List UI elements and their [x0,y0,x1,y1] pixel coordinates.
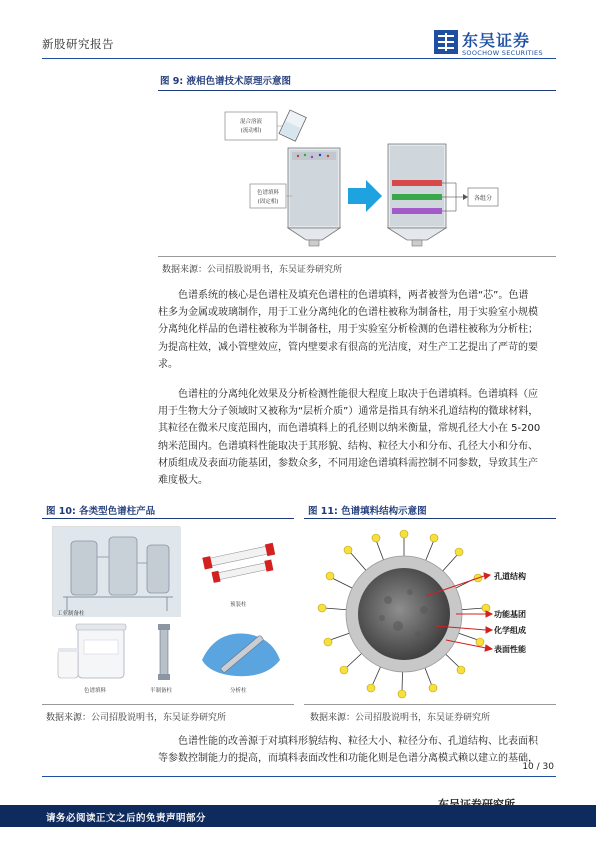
page-number: 10 / 30 [522,762,554,772]
para3-line: 色谱性能的改善源于对填料形貌结构、粒径大小、粒径分布、孔道结构、比表面积 [178,736,538,747]
particle-core [358,568,450,660]
figure9-source: 数据来源：公司招股说明书，东吴证券研究所 [162,265,343,275]
footer-divider [42,776,556,777]
brand-logo [434,28,558,62]
mixture-label-line2: (流动相) [240,128,262,134]
flow-arrow-icon [348,180,382,212]
output-label: 各组分 [473,195,493,202]
svg-text:(固定相): (固定相) [257,199,279,205]
figure11-title-rule [304,518,556,519]
paragraph-2 [158,386,556,489]
svg-text:色谱填料: 色谱填料 [256,190,280,196]
logo-text-cn: 东吴证券 [462,31,531,50]
para2-line: 用于生物大分子领域时又被称为“层析介质”）通常是指具有纳米孔道结构的微球材料， [158,406,539,418]
mixture-label-line1: 混合溶液 [239,119,263,125]
para1-line: 为提高柱效，减小管壁效应，管内壁要求有很高的光洁度，对生产工艺提出了严苛的要 [158,341,538,353]
figure10-title-rule [42,518,294,519]
figure9-title: 图 9: 液相色谱技术原理示意图 [160,76,292,87]
paragraph-3 [158,733,556,767]
paragraph-1 [158,287,556,373]
report-type: 新股研究报告 [42,37,114,51]
para1-line: 求。 [158,358,178,370]
label-surface-property: 表面性能 [494,645,526,654]
figure10-photos [44,522,294,702]
disclaimer-text: 请务必阅读正文之后的免责声明部分 [46,813,207,824]
mixture-label-box [225,112,277,140]
figure10-title: 图 10: 各类型色谱柱产品 [46,506,156,517]
figure10-bottom-rule [42,704,294,705]
prepacked-column-photo [194,526,286,610]
packing-material-photo [52,620,138,696]
figure10-source: 数据来源：公司招股说明书，东吴证券研究所 [46,713,227,723]
figure11-diagram [306,522,556,702]
semiprep-column-photo [144,620,184,696]
prepacked-column-label: 预装柱 [230,602,247,608]
industrial-column-photo [52,526,180,616]
logo-mark-icon [434,30,458,54]
para2-line: 色谱柱的分离纯化效果及分析检测性能很大程度上取决于色谱填料。色谱填料（应 [178,389,538,400]
column-left [288,148,340,246]
semiprep-column-label: 半制备柱 [150,688,173,694]
packing-material-label: 色谱填料 [84,688,107,694]
label-functional-group: 功能基团 [494,610,526,619]
figure11-source: 数据来源：公司招股说明书，东吴证券研究所 [310,713,491,723]
para2-line: 材质组成及表面功能基团，参数众多，不同用途色谱填料需控制不同参数，导致其生产 [158,457,538,469]
para1-line: 分离纯化样品的色谱柱被称为半制备柱，用于实验室分析检测的色谱柱被称为分析柱； [158,324,538,336]
label-chemical-composition: 化学组成 [494,626,526,635]
analytical-column-label: 分析柱 [230,688,247,694]
para2-line: 纳米范围内。色谱填料性能取决于其形貌、结构、粒径大小和分布、孔径大小和分布、 [158,440,538,452]
para1-line: 柱多为金属或玻璃制作，用于工业分离纯化的色谱柱被称为制备柱，用于实验室小规模 [158,307,538,319]
para2-line: 难度极大。 [158,475,208,487]
analytical-column-photo [196,620,286,696]
label-pore-structure: 孔道结构 [494,572,526,581]
para2-line: 其粒径在微米尺度范围内，而色谱填料上的孔径则以纳米衡量，常规孔径大小在 5-200 [158,423,541,435]
figure11-bottom-rule [304,704,556,705]
para3-line: 等参数控制能力的提高，而填料表面改性和功能化则是色谱分离模式赖以建立的基础， [158,753,538,765]
figure9-bottom-rule [158,256,556,257]
beaker-icon [279,110,306,141]
figure9-diagram [210,100,500,250]
figure11-title: 图 11: 色谱填料结构示意图 [308,506,427,517]
figure9-title-rule [158,90,556,91]
industrial-column-label: 工业制备柱 [57,611,85,617]
column-right [388,144,446,246]
header-divider [42,58,556,59]
logo-text-en: SOOCHOW SECURITIES [462,49,543,57]
para1-line: 色谱系统的核心是色谱柱及填充色谱柱的色谱填料，两者被誉为色谱“芯”。色谱 [178,290,529,301]
